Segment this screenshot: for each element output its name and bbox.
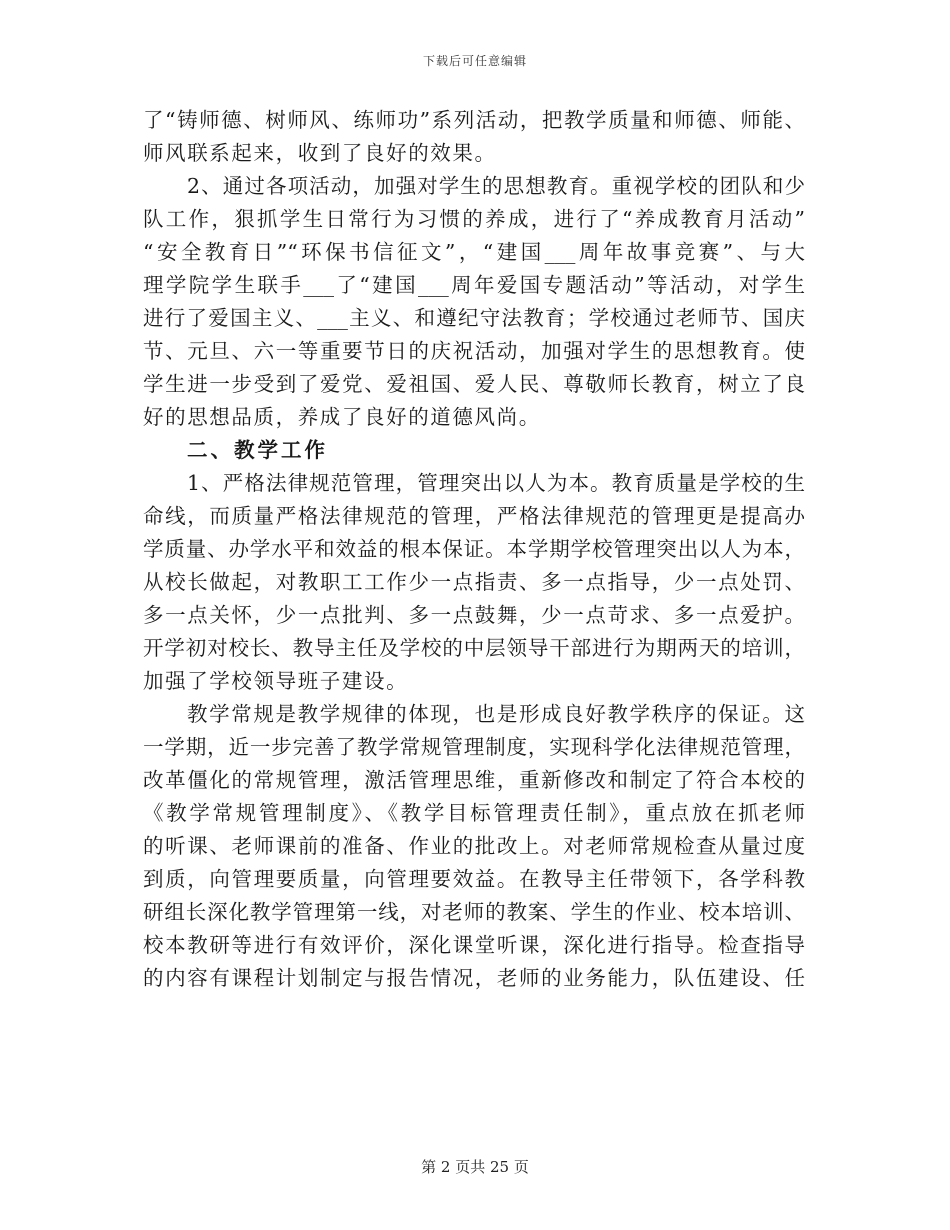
- body-text-line: 的内容有课程计划制定与报告情况，老师的业务能力，队伍建设、任: [143, 966, 805, 990]
- body-text-line: 2、通过各项活动，加强对学生的思想教育。重视学校的团队和少: [187, 174, 805, 198]
- body-text-line: 学质量、办学水平和效益的根本保证。本学期学校管理突出以人为本，: [143, 537, 805, 561]
- body-text-line: 的听课、老师课前的准备、作业的批改上。对老师常规检查从量过度: [143, 834, 805, 858]
- page-number-footer: 第 2 页共 25 页: [421, 1158, 529, 1176]
- document-body: [143, 104, 805, 995]
- body-text-line: 开学初对校长、教导主任及学校的中层领导干部进行为期两天的培训，: [143, 636, 805, 660]
- body-text-line: 到质，向管理要质量，向管理要效益。在教导主任带领下，各学科教: [143, 867, 805, 891]
- body-text-line: 进行了爱国主义、___主义、和遵纪守法教育；学校通过老师节、国庆: [143, 306, 805, 330]
- body-text-line: 命线，而质量严格法律规范的管理，严格法律规范的管理更是提高办: [143, 504, 805, 528]
- body-text-line: 学生进一步受到了爱党、爱祖国、爱人民、尊敬师长教育，树立了良: [143, 372, 805, 396]
- body-text-line: 校本教研等进行有效评价，深化课堂听课，深化进行指导。检查指导: [143, 933, 805, 957]
- body-text-line: 研组长深化教学管理第一线，对老师的教案、学生的作业、校本培训、: [143, 900, 805, 924]
- body-text-line: 节、元旦、六一等重要节日的庆祝活动，加强对学生的思想教育。使: [143, 339, 805, 363]
- section-heading: 二、教学工作: [187, 438, 328, 462]
- body-text-line: 《教学常规管理制度》、《教学目标管理责任制》，重点放在抓老师: [143, 801, 805, 825]
- body-text-line: 改革僵化的常规管理，激活管理思维，重新修改和制定了符合本校的: [143, 768, 805, 792]
- body-text-line: 加强了学校领导班子建设。: [143, 669, 409, 693]
- body-text-line: 好的思想品质，养成了良好的道德风尚。: [143, 405, 541, 429]
- body-text-line: “安全教育日”“环保书信征文”，“建国___周年故事竞赛”、与大: [143, 240, 805, 264]
- body-text-line: 从校长做起，对教职工工作少一点指责、多一点指导，少一点处罚、: [143, 570, 805, 594]
- body-text-line: 多一点关怀，少一点批判、多一点鼓舞，少一点苛求、多一点爱护。: [143, 603, 805, 627]
- body-text-line: 一学期，近一步完善了教学常规管理制度，实现科学化法律规范管理，: [143, 735, 805, 759]
- body-text-line: 师风联系起来，收到了良好的效果。: [143, 141, 497, 165]
- page-header-note: 下载后可任意编辑: [422, 54, 527, 68]
- body-text-line: 了“铸师德、树师风、练师功”系列活动，把教学质量和师德、师能、: [143, 108, 805, 132]
- body-text-line: 理学院学生联手___了“建国___周年爱国专题活动”等活动，对学生: [143, 273, 805, 297]
- body-text-line: 1、严格法律规范管理，管理突出以人为本。教育质量是学校的生: [187, 471, 805, 495]
- body-text-line: 队工作，狠抓学生日常行为习惯的养成，进行了“养成教育月活动”: [143, 207, 805, 231]
- body-text-line: 教学常规是教学规律的体现，也是形成良好教学秩序的保证。这: [187, 702, 805, 726]
